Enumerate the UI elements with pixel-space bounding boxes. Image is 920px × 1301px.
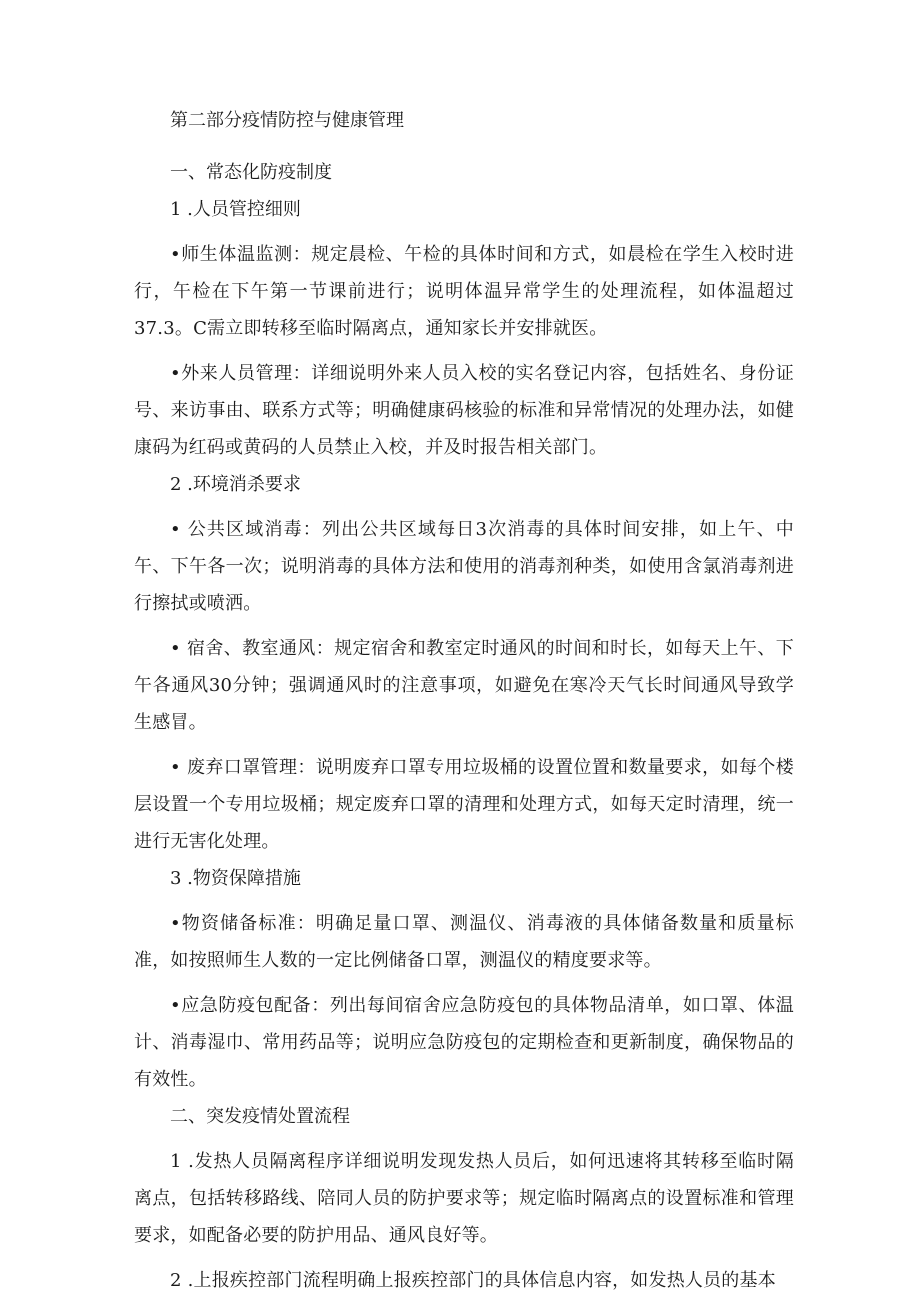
section-heading-1: 一、常态化防疫制度 [170, 162, 332, 183]
paragraph-visitor-management: •外来人员管理：详细说明外来人员入校的实名登记内容，包括姓名、身份证号、来访事由、联系方式等；明确健康码核验的标准和异常情况的处理办法，如健康码为红码或黄码的人员禁止入校，并及时报告相关部门。 [134, 363, 794, 458]
paragraph-emergency-kit: •应急防疫包配备：列出每间宿舍应急防疫包的具体物品清单，如口罩、体温计、消毒湿巾、常用药品等；说明应急防疫包的定期检查和更新制度，确保物品的有效性。 [134, 995, 794, 1090]
document-title: 第二部分疫情防控与健康管理 [170, 110, 404, 131]
paragraph-reporting-procedure: 2 .上报疾控部门流程明确上报疾控部门的具体信息内容，如发热人员的基本 [170, 1270, 776, 1291]
paragraph-isolation-procedure: 1 .发热人员隔离程序详细说明发现发热人员后，如何迅速将其转移至临时隔离点，包括转移路线、陪同人员的防护要求等；规定临时隔离点的设置标准和管理要求，如配备必要的防护用品、通风良好等。 [134, 1151, 794, 1246]
paragraph-supply-reserve: •物资储备标准：明确足量口罩、测温仪、消毒液的具体储备数量和质量标准，如按照师生人数的一定比例储备口罩，测温仪的精度要求等。 [134, 913, 794, 971]
paragraph-public-disinfection: • 公共区域消毒：列出公共区域每日3次消毒的具体时间安排，如上午、中午、下午各一次；说明消毒的具体方法和使用的消毒剂种类，如使用含氯消毒剂进行擦拭或喷洒。 [134, 519, 794, 614]
subsection-heading-1-2: 2 .环境消杀要求 [170, 474, 301, 495]
subsection-heading-1-3: 3 .物资保障措施 [170, 868, 301, 889]
paragraph-ventilation: • 宿舍、教室通风：规定宿舍和教室定时通风的时间和时长，如每天上午、下午各通风30分钟；强调通风时的注意事项，如避免在寒冷天气长时间通风导致学生感冒。 [134, 638, 794, 733]
subsection-heading-1-1: 1 .人员管控细则 [170, 199, 301, 220]
document-page [134, 96, 794, 1299]
paragraph-mask-disposal: • 废弃口罩管理：说明废弃口罩专用垃圾桶的设置位置和数量要求，如每个楼层设置一个专用垃圾桶；规定废弃口罩的清理和处理方式，如每天定时清理，统一进行无害化处理。 [134, 757, 794, 852]
paragraph-temperature-monitoring: •师生体温监测：规定晨检、午检的具体时间和方式，如晨检在学生入校时进行，午检在下午第一节课前进行；说明体温异常学生的处理流程，如体温超过37.3。C需立即转移至临时隔离点，通知家长并安排就医。 [134, 244, 794, 339]
section-heading-2: 二、突发疫情处置流程 [170, 1106, 350, 1127]
